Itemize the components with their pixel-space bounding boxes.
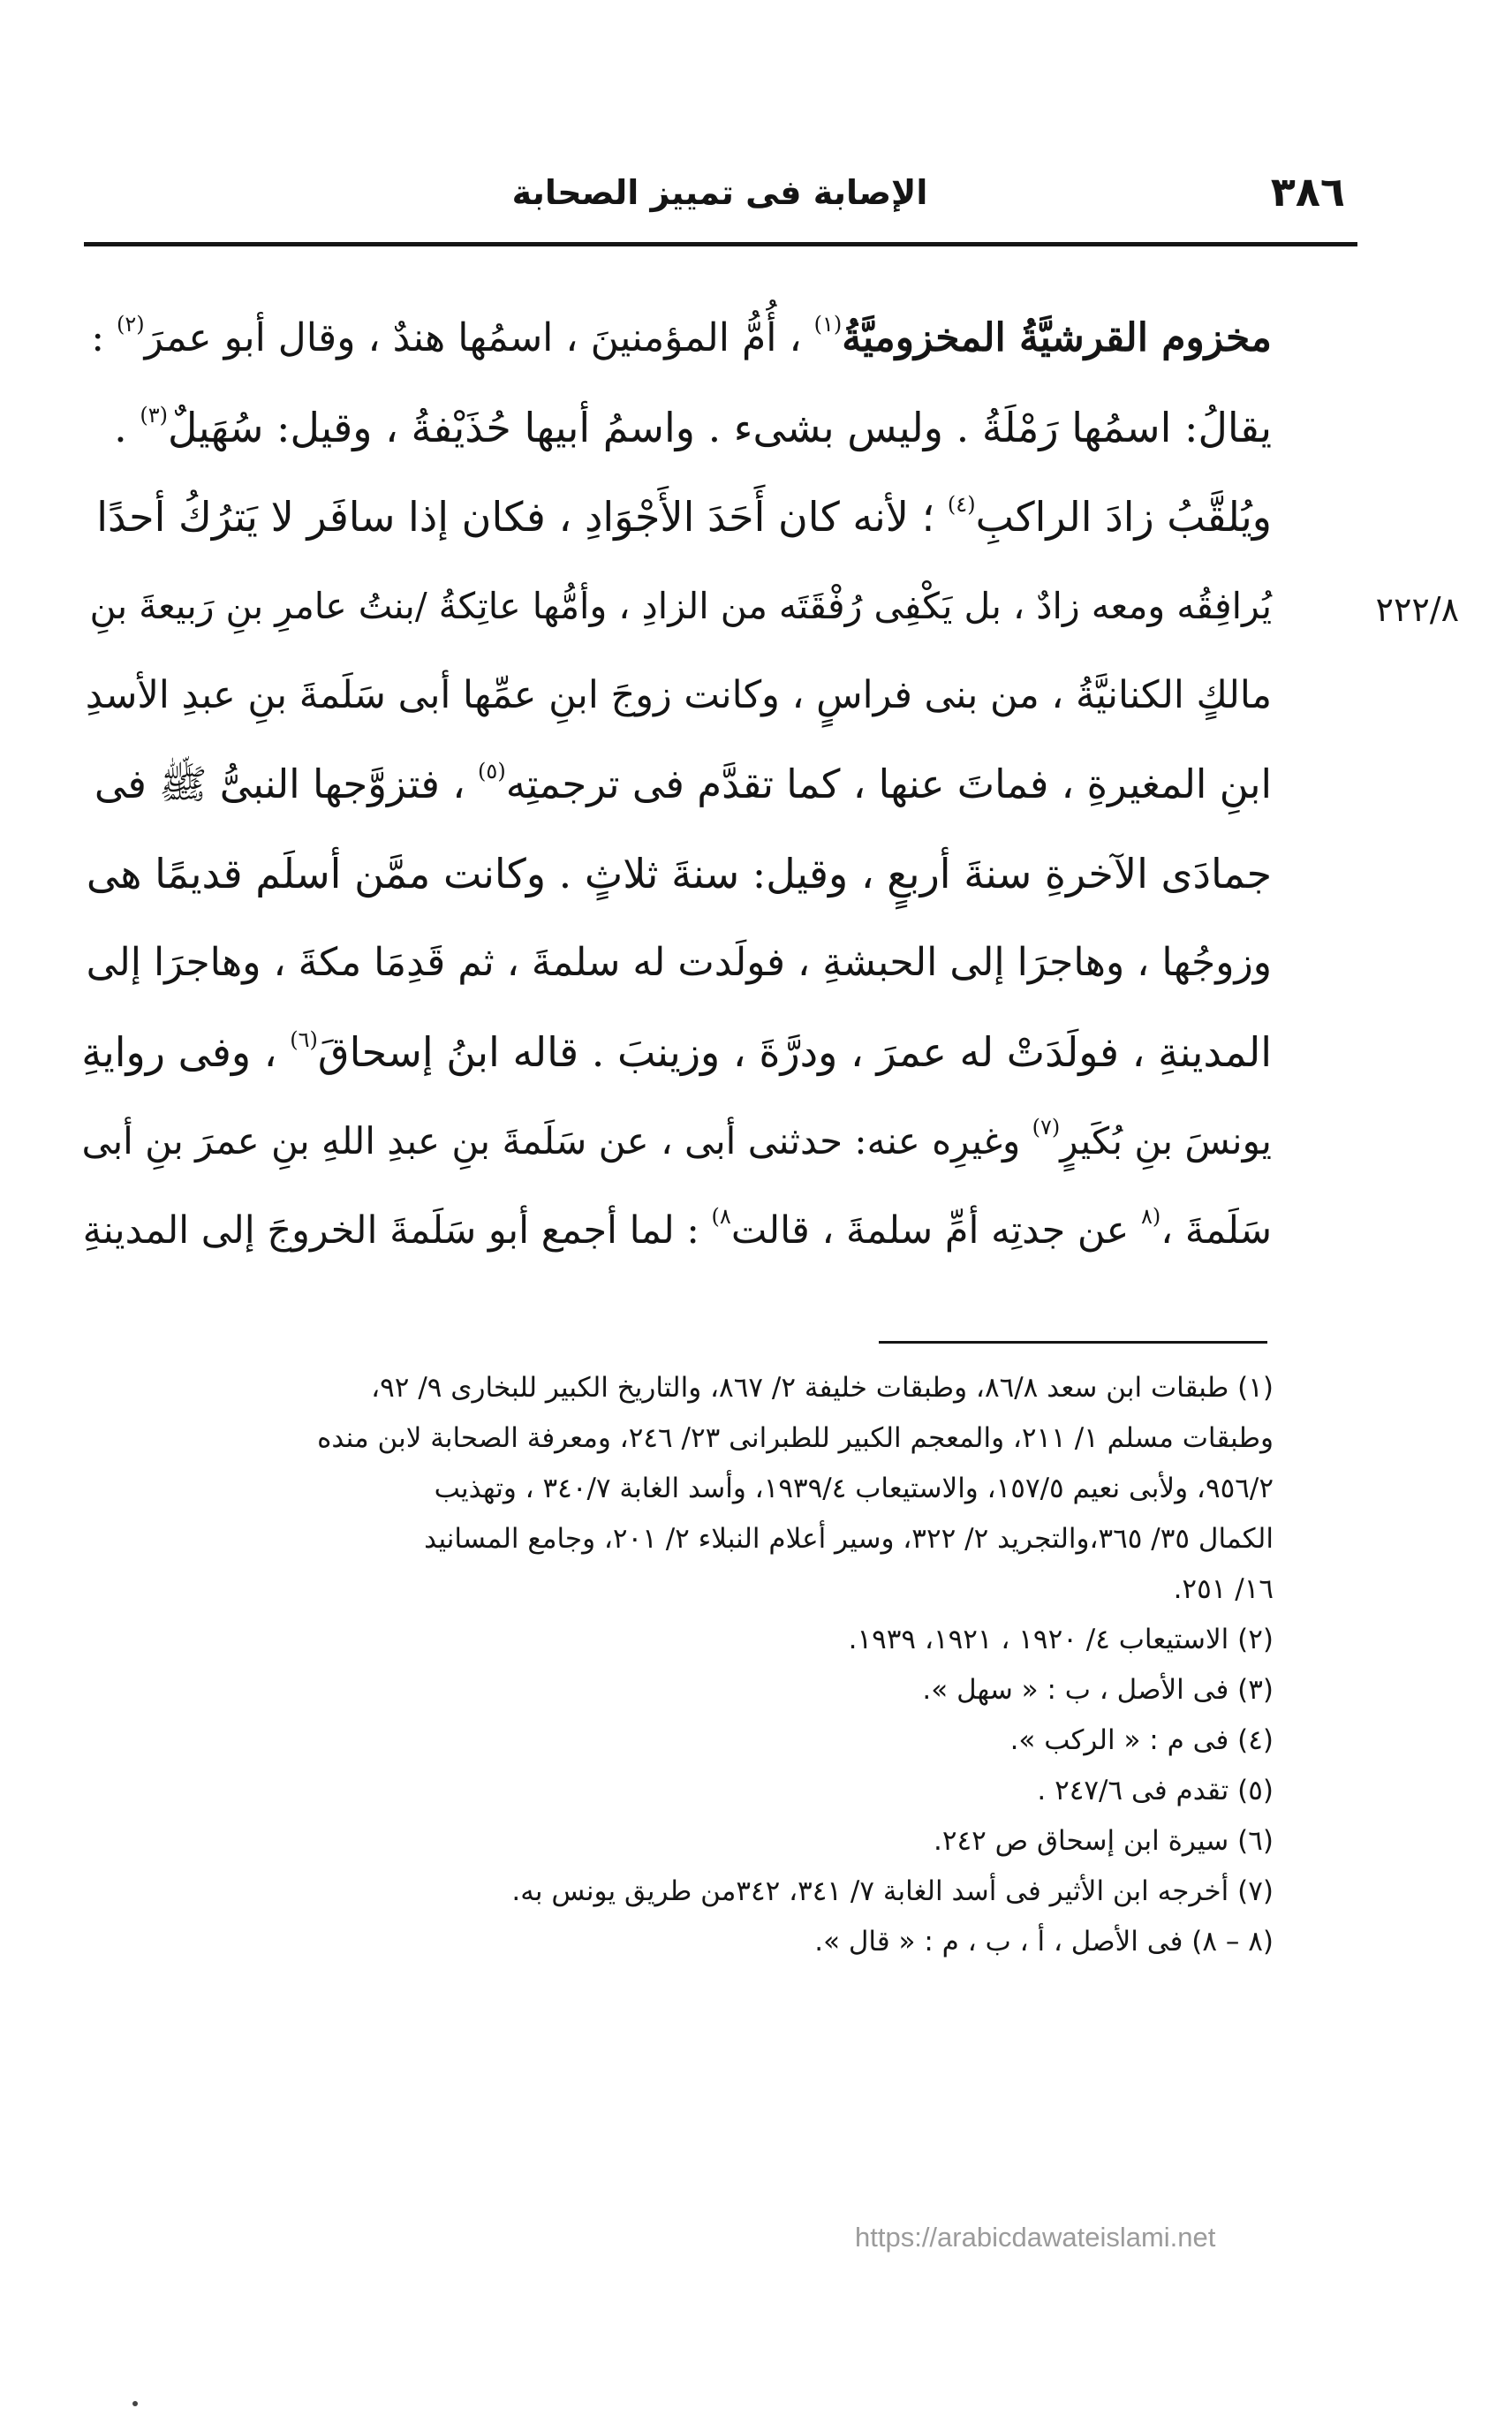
footnote-7: (٧) أخرجه ابن الأثير فى أسد الغابة ٧/ ٣٤١، ٣٤٢من طريق يونس به.: [511, 1875, 1274, 1907]
footnote-ref-3: (٣): [140, 403, 168, 428]
footnote-3: (٣) فى الأصل ، ب : « سهل ».: [922, 1674, 1274, 1706]
footnote-ref-4: (٤): [947, 492, 976, 517]
text-line-2: [79, 390, 1272, 479]
text-line-8: [79, 925, 1272, 1014]
footnote-1-line: ٩٥٦/٢، ولأبى نعيم ١٥٧/٥، والاستيعاب ١٩٣٩/٤، وأسد الغابة ٣٤٠/٧ ، وتهذيب: [434, 1473, 1274, 1504]
footnote-ref-2: (٢): [117, 312, 145, 337]
line-text: يونسَ بنِ بُكَيرٍ: [1060, 1119, 1272, 1163]
page-header: [84, 168, 1356, 221]
scan-speck: [132, 2401, 138, 2406]
running-title: الإصابة فى تمييز الصحابة: [511, 173, 928, 212]
line-text: وزوجُها ، وهاجرَا إلى الحبشةِ ، فولَدت له سلمةَ ، ثم قَدِمَا مكةَ ، وهاجرَا إلى: [86, 940, 1272, 985]
footnote-5: (٥) تقدم فى ٢٤٧/٦ .: [1037, 1775, 1274, 1806]
footnote-ref-1: (١): [813, 312, 843, 337]
margin-volume-page-note: ٢٢٢/٨: [1375, 590, 1459, 629]
line-text: ويُلقَّبُ زادَ الراكبِ: [975, 493, 1272, 541]
text-line-4: [79, 568, 1272, 657]
footnote-rule: [879, 1341, 1267, 1344]
footnote-6: (٦) سيرة ابن إسحاق ص ٢٤٢.: [933, 1825, 1274, 1857]
line-tail: ، وفى روايةِ: [81, 1028, 277, 1076]
line-text: المدينةِ ، فولَدَتْ له عمرَ ، ودرَّةَ ، وزينبَ . قاله ابنُ إسحاقَ: [317, 1028, 1272, 1076]
text-line-11: [79, 1193, 1272, 1282]
line-mid: ، فتزوَّجها النبىُّ ﷺ فى: [94, 761, 465, 807]
line-text: سَلَمةَ ،: [1160, 1208, 1272, 1253]
header-rule: [84, 242, 1357, 246]
entry-lead: مخزوم القرشيَّةُ المخزوميَّةُ: [842, 315, 1272, 360]
text-line-5: [79, 657, 1272, 746]
footnote-ref-7: (٧): [1032, 1115, 1061, 1140]
main-text: [79, 300, 1272, 1282]
footnote-8: (٨ – ٨) فى الأصل ، أ ، ب ، م : « قال ».: [814, 1926, 1274, 1958]
footnotes: [81, 1363, 1274, 1967]
line-tail: : لما أجمع أبو سَلَمةَ الخروجَ إلى المدينةِ: [82, 1208, 699, 1253]
line-text: يقالُ: اسمُها رَمْلَةُ . وليس بشىء . واسمُ أبيها حُذَيْفةُ ، وقيل: سُهَيلٌ: [167, 404, 1272, 451]
text-line-3: [79, 479, 1272, 568]
footnote-2: (٢) الاستيعاب ٤/ ١٩٢٠ ، ١٩٢١، ١٩٣٩.: [848, 1624, 1274, 1655]
text-line-7: [79, 836, 1272, 925]
line-mid: وغيرِه عنه: حدثنى أبى ، عن سَلَمةَ بنِ عبدِ اللهِ بنِ عمرَ بنِ أبى: [81, 1119, 1021, 1163]
footnote-ref-6: (٦): [290, 1027, 318, 1052]
line-text: ابنِ المغيرةِ ، فماتَ عنها ، كما تقدَّم فى ترجمتِه: [505, 761, 1272, 807]
footnote-1-line: ١٦/ ٢٥١.: [1173, 1573, 1274, 1605]
text-line-9: [79, 1014, 1272, 1103]
line-text: يُرافِقُه ومعه زادٌ ، بل يَكْفِى رُفْقَتَه من الزادِ ، وأمُّها عاتِكةُ /بنتُ عامرِ بنِ رَبيعةَ بنِ: [89, 585, 1272, 627]
footnote-ref-5: (٥): [478, 759, 506, 784]
footnote-1-line: وطبقات مسلم ١/ ٢١١، والمعجم الكبير للطبرانى ٢٣/ ٢٤٦، ومعرفة الصحابة لابن منده: [317, 1422, 1274, 1454]
watermark-url: https://arabicdawateislami.net: [855, 2222, 1216, 2253]
line-text: ، أُمُّ المؤمنينَ ، اسمُها هندٌ ، وقال أبو عمرَ: [144, 315, 802, 360]
footnote-ref-8-open: (٨: [1141, 1204, 1161, 1229]
line-mid: ؛ لأنه كان أَحَدَ الأَجْوَادِ ، فكان إذا سافَر لا يَترُكُ أحدًا: [96, 493, 935, 541]
line-text: مالكٍ الكنانيَّةُ ، من بنى فراسٍ ، وكانت زوجَ ابنِ عمِّها أبى سَلَمةَ بنِ عبدِ الأسدِ: [85, 673, 1272, 717]
footnote-1-line: (١) طبقات ابن سعد ٨٦/٨، وطبقات خليفة ٢/ ٨٦٧، والتاريخ الكبير للبخارى ٩/ ٩٢،: [371, 1372, 1274, 1404]
line-text: جمادَى الآخرةِ سنةَ أربعٍ ، وقيل: سنةَ ثلاثٍ . وكانت ممَّن أسلَم قديمًا هى: [86, 850, 1272, 897]
footnote-1-line: الكمال ٣٥/ ٣٦٥،والتجريد ٢/ ٣٢٢، وسير أعلام النبلاء ٢/ ٢٠١، وجامع المسانيد: [424, 1523, 1274, 1555]
text-line-6: [79, 746, 1272, 836]
page-number: ٣٨٦: [1270, 168, 1345, 216]
text-line-1: [79, 300, 1272, 390]
line-tail: .: [114, 404, 127, 451]
line-tail: :: [91, 315, 105, 360]
footnote-4: (٤) فى م : « الركب ».: [1009, 1724, 1274, 1756]
text-line-10: [79, 1103, 1272, 1193]
line-text: عن جدتِه أمِّ سلمةَ ، قالت: [730, 1208, 1130, 1253]
footnote-ref-8-close: ٨): [711, 1204, 731, 1229]
